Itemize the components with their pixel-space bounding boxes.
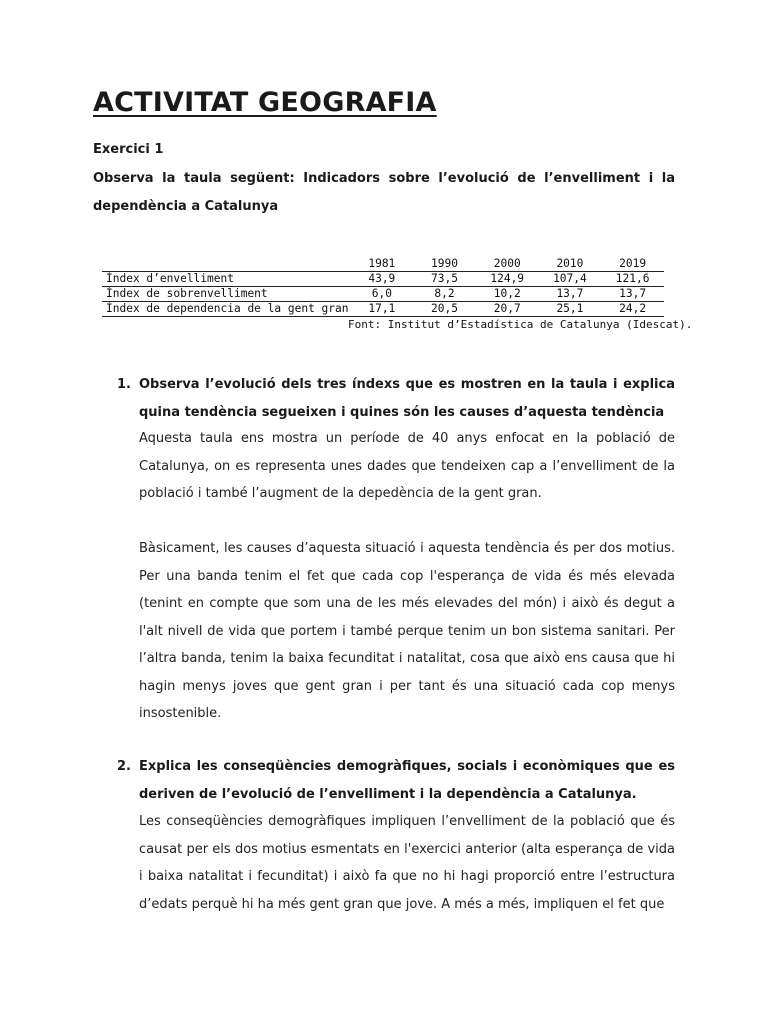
question-number: 1. (117, 377, 131, 392)
question-text: Explica les conseqüències demogràfiques, socials i econòmiques que es deriven de l’evolució de l’envelliment i la dependència a Catalunya. (139, 759, 675, 802)
table-cell: 43,9 (350, 272, 413, 287)
table-cell: 17,1 (350, 302, 413, 317)
question-1 (117, 371, 675, 426)
table-cell: 6,0 (350, 287, 413, 302)
table-row-label: Índex de sobrenvelliment (102, 287, 350, 302)
table-header-year: 2010 (539, 257, 602, 272)
table-cell: 121,6 (601, 272, 664, 287)
table-header-blank (102, 257, 350, 272)
question-text: Observa l’evolució dels tres índexs que es mostren en la taula i explica quina tendència segueixen i quines són les causes d’aquesta tendència (139, 377, 675, 420)
table-cell: 10,2 (476, 287, 539, 302)
table-row (102, 302, 664, 317)
question-number: 2. (117, 759, 131, 774)
table-row-label: Índex de dependencia de la gent gran (102, 302, 350, 317)
table-cell: 20,7 (476, 302, 539, 317)
table-row-label: Índex d’envelliment (102, 272, 350, 287)
indicators-table (102, 257, 664, 317)
table-header-year: 1990 (413, 257, 476, 272)
answer-paragraph: Bàsicament, les causes d’aquesta situació i aquesta tendència és per dos motius. Per una banda tenim el fet que cada cop l'esperança de vida és més elevada (tenint en compte que som una de les més elevades del món) i això és degut a l'alt nivell de vida que portem i també perque tenim un bon sistema sanitari. Per l’altra banda, tenim la baixa fecunditat i natalitat, cosa que això ens causa que hi hagin menys joves que gent gran i per tant és una situació cada cop menys insostenible. (139, 541, 675, 721)
answer-paragraph: Les conseqüències demogràfiques impliquen l’envelliment de la població que és causat per els dos motius esmentats en l'exercici anterior (alta esperança de vida i baixa natalitat i fecunditat) i això fa que no hi hagi proporció entre l’estructura d’edats perquè hi ha més gent gran que jove. A més a més, impliquen el fet que (139, 814, 675, 912)
table-cell: 20,5 (413, 302, 476, 317)
table-header-row (102, 257, 664, 272)
table-cell: 24,2 (601, 302, 664, 317)
table-cell: 13,7 (539, 287, 602, 302)
table-cell: 73,5 (413, 272, 476, 287)
table-row (102, 272, 664, 287)
table-cell: 25,1 (539, 302, 602, 317)
exercise-intro: Observa la taula següent: Indicadors sobre l’evolució de l’envelliment i la dependència a Catalunya (93, 171, 675, 214)
table-cell: 124,9 (476, 272, 539, 287)
table-cell: 8,2 (413, 287, 476, 302)
table-header-year: 2000 (476, 257, 539, 272)
exercise-label: Exercici 1 (93, 142, 164, 157)
table-header-year: 1981 (350, 257, 413, 272)
answer-paragraph: Aquesta taula ens mostra un període de 40 anys enfocat en la població de Catalunya, on es representa unes dades que tendeixen cap a l’envelliment de la població i també l’augment de la depedència de la gent gran. (139, 431, 675, 501)
document-title: ACTIVITAT GEOGRAFIA (93, 87, 437, 118)
table-cell: 13,7 (601, 287, 664, 302)
table-header-year: 2019 (601, 257, 664, 272)
table-source: Font: Institut d’Estadística de Catalunya (Idescat). (348, 318, 693, 331)
table-cell: 107,4 (539, 272, 602, 287)
question-2 (117, 753, 675, 808)
table-row (102, 287, 664, 302)
